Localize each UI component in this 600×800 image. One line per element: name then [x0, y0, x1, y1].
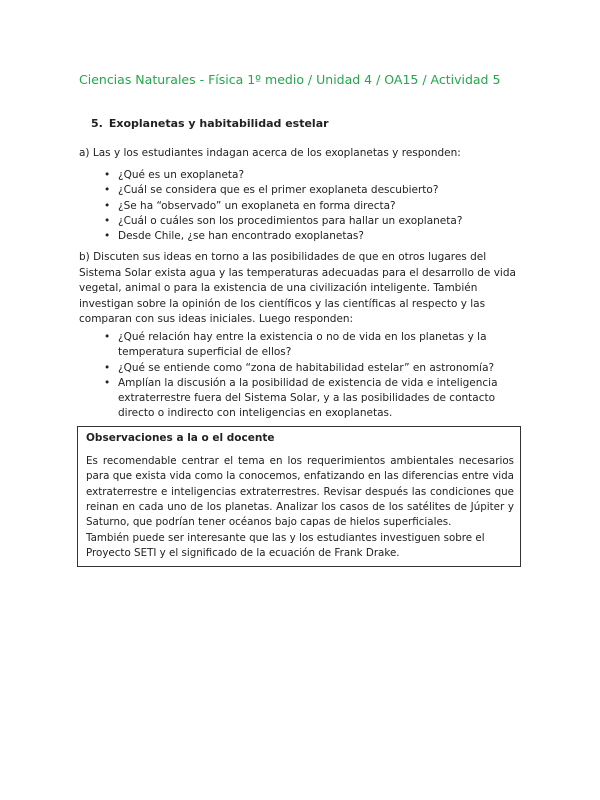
section-heading	[91, 117, 329, 130]
part-b-question-list	[104, 330, 514, 422]
observations-title: Observaciones a la o el docente	[86, 432, 275, 444]
section-number: 5.	[91, 117, 103, 130]
part-a-intro: a) Las y los estudiantes indagan acerca de los exoplanetas y responden:	[79, 147, 461, 159]
list-item: • Amplían la discusión a la posibilidad de existencia de vida e inteligencia extraterrestre fuera del Sistema Solar, y a las posibilidades de contacto directo o indirecto con inteligencias en exoplanetas.	[104, 376, 514, 422]
list-item: • ¿Se ha “observado” un exoplaneta en forma directa?	[104, 199, 514, 214]
list-item: • ¿Qué se entiende como “zona de habitabilidad estelar” en astronomía?	[104, 361, 514, 376]
list-item: • ¿Qué relación hay entre la existencia o no de vida en los planetas y la temperatura superficial de ellos?	[104, 330, 514, 361]
observations-paragraph: Es recomendable centrar el tema en los requerimientos ambientales necesarios para que exista vida como la conocemos, enfatizando en las diferencias entre vida extraterrestre e inteligencias extraterrestres. Revisar después las condiciones que reinan en cada uno de los planetas. Analizar los casos de los satélites de Júpiter y Saturno, que podrían tener océanos bajo capas de hielos superficiales.	[86, 455, 514, 529]
section-title: Exoplanetas y habitabilidad estelar	[108, 117, 329, 130]
list-item: • ¿Qué es un exoplaneta?	[104, 168, 514, 183]
list-item: • Desde Chile, ¿se han encontrado exoplanetas?	[104, 229, 514, 244]
part-b-intro: b) Discuten sus ideas en torno a las posibilidades de que en otros lugares del Sistema Solar exista agua y las temperaturas adecuadas para el desarrollo de vida vegetal, animal o para la existencia de una civilización inteligente. También investigan sobre la opinión de los científicos y las científicas al respecto y las comparan con sus ideas iniciales. Luego responden:	[79, 251, 516, 325]
teacher-observations-box	[77, 426, 521, 567]
list-item: • ¿Cuál o cuáles son los procedimientos para hallar un exoplaneta?	[104, 214, 514, 229]
page-header: Ciencias Naturales - Física 1º medio / Unidad 4 / OA15 / Actividad 5	[79, 72, 501, 87]
part-a-question-list	[104, 168, 514, 244]
list-item: • ¿Cuál se considera que es el primer exoplaneta descubierto?	[104, 183, 514, 198]
observations-paragraph: También puede ser interesante que las y los estudiantes investiguen sobre el Proyecto SETI y el significado de la ecuación de Frank Drake.	[86, 532, 485, 560]
